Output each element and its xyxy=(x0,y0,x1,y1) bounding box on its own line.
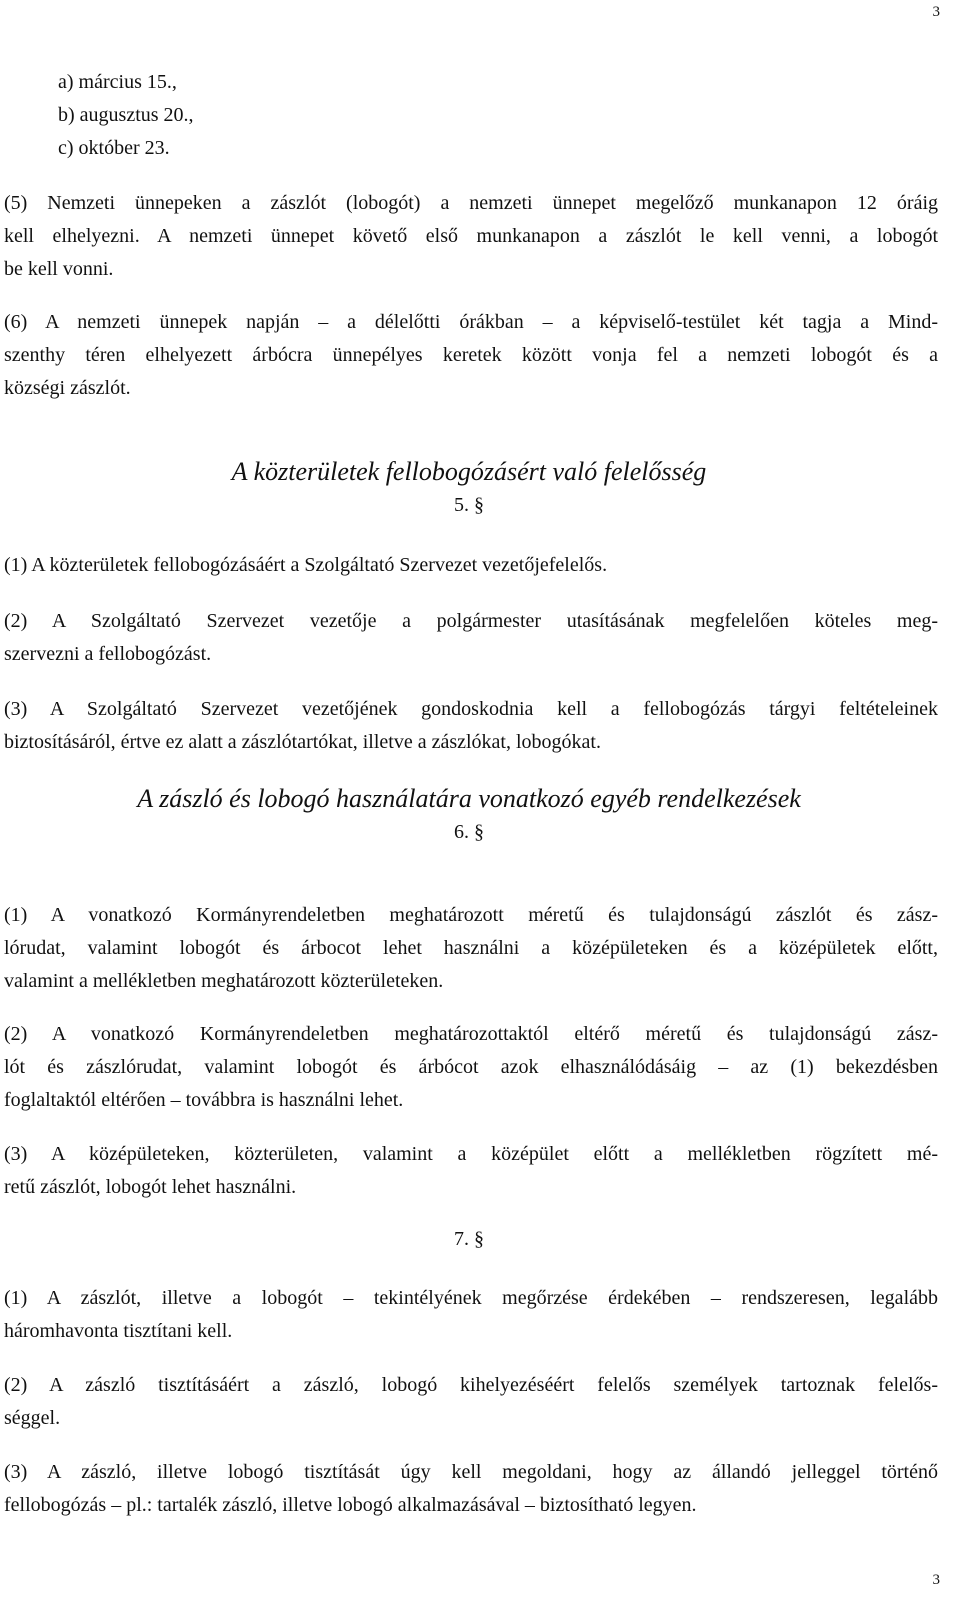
section-6-paragraph-2-line: lót és zászlórudat, valamint lobogót és árbócot azok elhasználódásáig – az (1) bekezdésben xyxy=(4,1056,938,1078)
paragraph-6-line: szenthy téren elhelyezett árbócra ünnepélyes keretek között vonja fel a nemzeti lobogót és a xyxy=(4,344,938,366)
section-6-paragraph-1-line: valamint a mellékletben meghatározott közterületeken. xyxy=(4,970,444,992)
list-item: a) március 15., xyxy=(58,71,177,93)
paragraph-5-line: (5) Nemzeti ünnepeken a zászlót (lobogót) a nemzeti ünnepet megelőző munkanapon 12 óráig xyxy=(4,192,938,214)
section-6-paragraph-2-line: foglaltaktól eltérően – továbbra is használni lehet. xyxy=(4,1089,404,1111)
section-5-paragraph-2-line: szervezni a fellobogózást. xyxy=(4,643,212,665)
section-7-paragraph-1-line: (1) A zászlót, illetve a lobogót – tekintélyének megőrzése érdekében – rendszeresen, legalább xyxy=(4,1287,938,1309)
section-heading: A közterületek fellobogózásért való felelősség xyxy=(231,457,707,486)
section-number: 5. § xyxy=(454,494,484,516)
section-6-paragraph-1-line: (1) A vonatkozó Kormányrendeletben meghatározott méretű és tulajdonságú zászlót és zász- xyxy=(4,904,938,926)
list-item: b) augusztus 20., xyxy=(58,104,194,126)
section-5-paragraph-1: (1) A közterületek fellobogózásáért a Szolgáltató Szervezet vezetőjefelelős. xyxy=(4,554,608,576)
section-7-paragraph-2-line: (2) A zászló tisztításáért a zászló, lobogó kihelyezéséért felelős személyek tartoznak felelős- xyxy=(4,1374,938,1396)
paragraph-5-line: be kell vonni. xyxy=(4,258,114,280)
section-6-paragraph-3-line: (3) A középületeken, közterületen, valamint a középület előtt a mellékletben rögzített mé- xyxy=(4,1143,938,1165)
section-7-paragraph-3-line: fellobogózás – pl.: tartalék zászló, illetve lobogó alkalmazásával – biztosítható legyen. xyxy=(4,1494,697,1516)
section-5-paragraph-3-line: (3) A Szolgáltató Szervezet vezetőjének gondoskodnia kell a fellobogózás tárgyi feltételeinek xyxy=(4,698,938,720)
paragraph-6-line: (6) A nemzeti ünnepek napján – a délelőtti órákban – a képviselő-testület két tagja a Mind- xyxy=(4,311,938,333)
list-item: c) október 23. xyxy=(58,137,170,159)
section-6-paragraph-2-line: (2) A vonatkozó Kormányrendeletben meghatározottaktól eltérő méretű és tulajdonságú zász- xyxy=(4,1023,938,1045)
paragraph-6-line: községi zászlót. xyxy=(4,377,131,399)
section-7-paragraph-2-line: séggel. xyxy=(4,1407,61,1429)
section-7-paragraph-1-line: háromhavonta tisztítani kell. xyxy=(4,1320,233,1342)
section-5-paragraph-2-line: (2) A Szolgáltató Szervezet vezetője a polgármester utasításának megfelelően köteles meg- xyxy=(4,610,938,632)
section-number: 6. § xyxy=(454,821,484,843)
paragraph-5-line: kell elhelyezni. A nemzeti ünnepet követő első munkanapon a zászlót le kell venni, a lobogót xyxy=(4,225,938,247)
section-6-paragraph-3-line: retű zászlót, lobogót lehet használni. xyxy=(4,1176,297,1198)
page-number-top: 3 xyxy=(932,4,940,20)
section-6-paragraph-1-line: lórudat, valamint lobogót és árbocot lehet használni a középületeken és a középületek előtt, xyxy=(4,937,938,959)
section-heading: A zászló és lobogó használatára vonatkozó egyéb rendelkezések xyxy=(137,784,801,813)
section-number: 7. § xyxy=(454,1228,484,1250)
page-number-bottom: 3 xyxy=(932,1572,940,1588)
section-5-paragraph-3-line: biztosításáról, értve ez alatt a zászlótartókat, illetve a zászlókat, lobogókat. xyxy=(4,731,601,753)
section-7-paragraph-3-line: (3) A zászló, illetve lobogó tisztítását úgy kell megoldani, hogy az állandó jelleggel történő xyxy=(4,1461,938,1483)
